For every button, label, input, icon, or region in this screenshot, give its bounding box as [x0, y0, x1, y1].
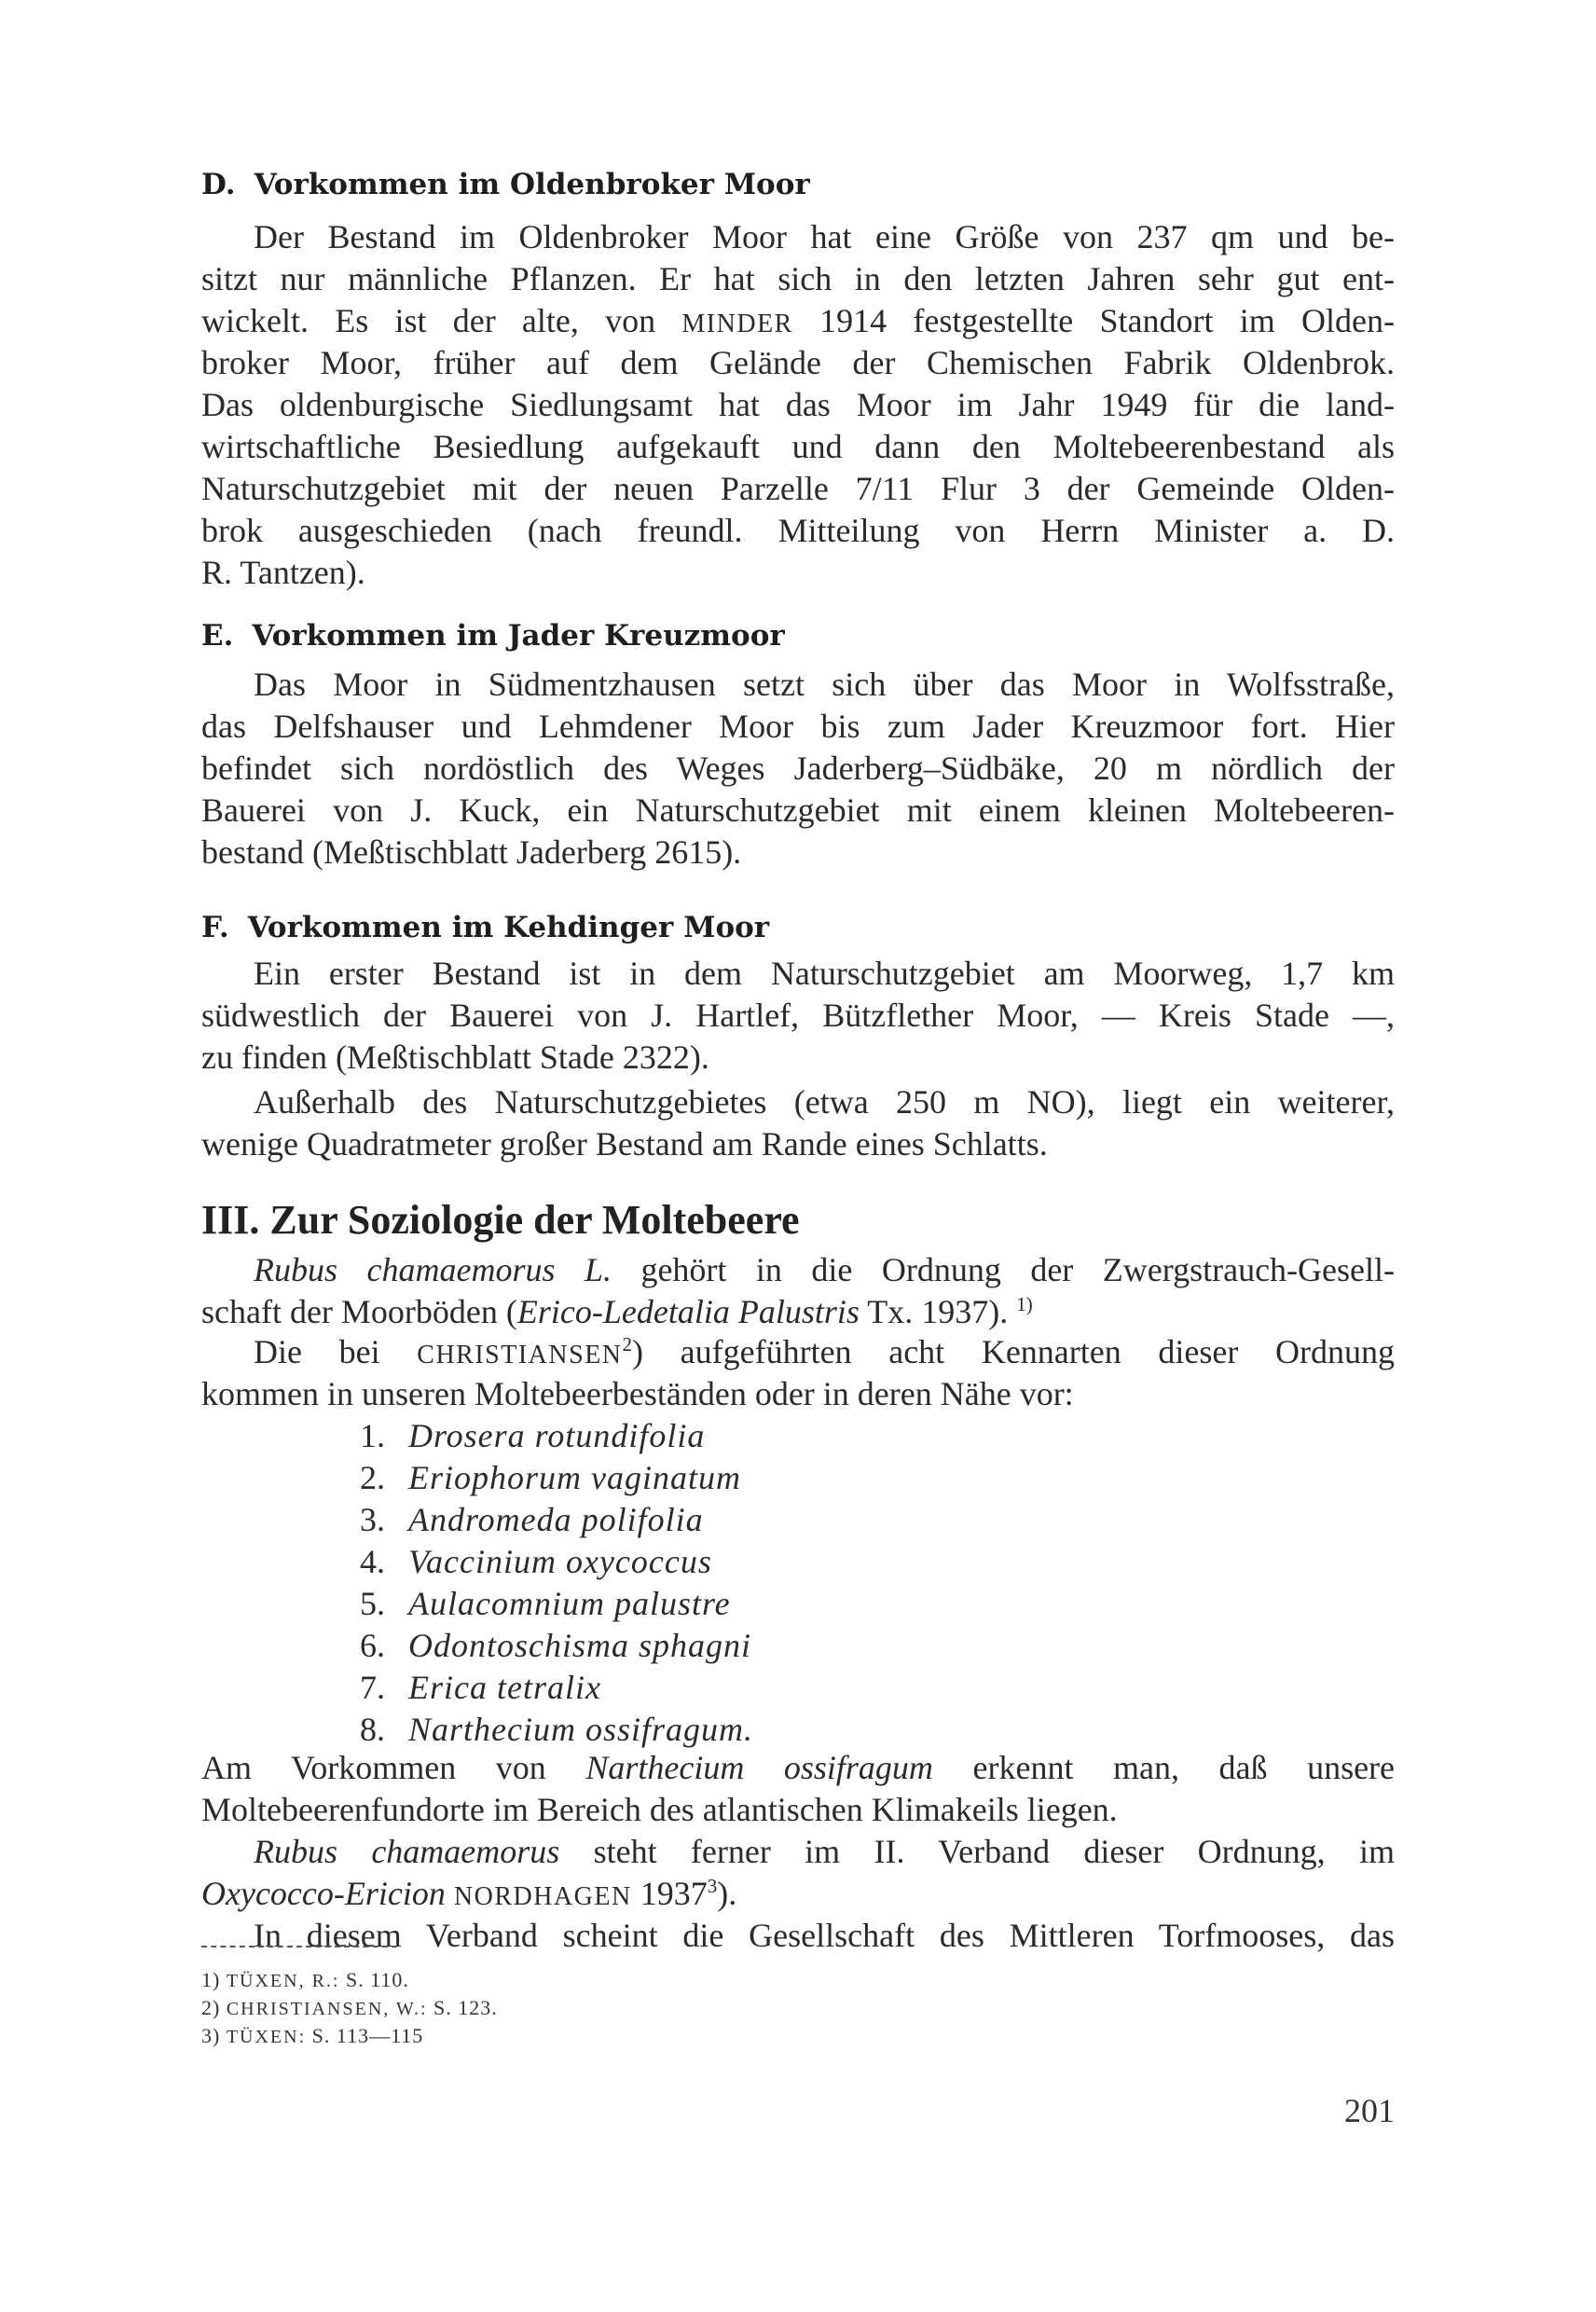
author-minder: MINDER: [681, 310, 793, 338]
section-e-title: Vorkommen im Jader Kreuzmoor: [252, 619, 785, 653]
chapter-line-1: Rubus chamaemorus L. gehört in die Ordnung der Zwergstrauch-Gesell-: [254, 1251, 1395, 1288]
section-f-letter: F.: [201, 911, 229, 944]
section-d-line-3: wickelt. Es ist der alte, von MINDER 1914 festgestellte Standort im Olden-: [201, 302, 1395, 339]
chapter-heading: III. Zur Soziologie der Moltebeere: [201, 1197, 800, 1243]
footnote-ref-3: 3: [707, 1875, 718, 1897]
section-d-line-6: wirtschaftliche Besiedlung aufgekauft und dann den Moltebeerenbestand als: [201, 428, 1395, 465]
chapter-line-3: Die bei CHRISTIANSEN$^2$) aufgeführten acht Kennarten dieser Ordnung: [254, 1333, 1396, 1370]
footnote-ref-2: 2: [622, 1333, 633, 1356]
chapter-line-6: Moltebeerenfundorte im Bereich des atlantischen Klimakeils liegen.: [201, 1791, 1118, 1828]
footnote-separator: [201, 1946, 397, 1947]
footnote-1: 1) TÜXEN, R.: S. 110.: [201, 1968, 409, 1991]
section-d-line-7: Naturschutzgebiet mit der neuen Parzelle 7/11 Flur 3 der Gemeinde Olden-: [201, 470, 1395, 507]
chapter-line-8: Oxycocco-Ericion NORDHAGEN 1937$^3$).: [201, 1875, 737, 1912]
section-f-line-5: wenige Quadratmeter großer Bestand am Rande eines Schlatts.: [201, 1125, 1048, 1163]
species-item: 1. Drosera rotundifolia: [360, 1417, 706, 1454]
page-number: 201: [1344, 2092, 1395, 2129]
footnote-ref-1: 1): [1016, 1293, 1033, 1315]
chapter-line-9: In diesem Verband scheint die Gesellschaft des Mittleren Torfmooses, das: [254, 1917, 1395, 1954]
section-d-line-8: brok ausgeschieden (nach freundl. Mitteilung von Herrn Minister a. D.: [201, 512, 1395, 549]
section-f-line-3: zu finden (Meßtischblatt Stade 2322).: [201, 1039, 709, 1076]
chapter-line-4: kommen in unseren Moltebeerbeständen oder in deren Nähe vor:: [201, 1375, 1074, 1412]
author-christiansen: CHRISTIANSEN: [417, 1341, 623, 1369]
section-e-line-5: bestand (Meßtischblatt Jaderberg 2615).: [201, 833, 742, 871]
section-e-line-1: Das Moor in Südmentzhausen setzt sich über das Moor in Wolfsstraße,: [254, 666, 1395, 703]
footnote-3: 3) TÜXEN: S. 113—115: [201, 2024, 424, 2047]
chapter-line-7: Rubus chamaemorus steht ferner im II. Verband dieser Ordnung, im: [254, 1833, 1395, 1870]
section-d-line-9: R. Tantzen).: [201, 554, 365, 591]
section-e-line-3: befindet sich nordöstlich des Weges Jaderberg–Südbäke, 20 m nördlich der: [201, 750, 1395, 787]
section-e-line-2: das Delfshauser und Lehmdener Moor bis zum Jader Kreuzmoor fort. Hier: [201, 708, 1395, 745]
section-f-line-2: südwestlich der Bauerei von J. Hartlef, Bützflether Moor, — Kreis Stade —,: [201, 997, 1395, 1034]
section-f-line-4: Außerhalb des Naturschutzgebietes (etwa 250 m NO), liegt ein weiterer,: [254, 1083, 1395, 1121]
species-item: 6. Odontoschisma sphagni: [360, 1627, 752, 1664]
chapter-line-2: schaft der Moorböden (Erico-Ledetalia Palustris Tx. 1937). $^{1)}$: [201, 1293, 1033, 1330]
species-item: 5. Aulacomnium palustre: [360, 1585, 731, 1622]
section-f-title: Vorkommen im Kehdinger Moor: [247, 911, 770, 944]
section-d-line-1: Der Bestand im Oldenbroker Moor hat eine Größe von 237 qm und be-: [254, 218, 1395, 255]
author-nordhagen: NORDHAGEN: [453, 1882, 632, 1911]
section-e-heading: [201, 617, 785, 654]
section-f-line-1: Ein erster Bestand ist in dem Naturschutzgebiet am Moorweg, 1,7 km: [254, 955, 1395, 992]
chapter-line-5: Am Vorkommen von Narthecium ossifragum erkennt man, daß unsere: [201, 1749, 1396, 1786]
section-e-letter: E.: [201, 619, 234, 653]
section-d-heading: [201, 166, 810, 203]
section-d-line-5: Das oldenburgische Siedlungsamt hat das Moor im Jahr 1949 für die land-: [201, 386, 1395, 423]
section-d-line-2: sitzt nur männliche Pflanzen. Er hat sich in den letzten Jahren sehr gut ent-: [201, 260, 1395, 297]
section-d-line-4: broker Moor, früher auf dem Gelände der Chemischen Fabrik Oldenbrok.: [201, 344, 1395, 381]
species-list: [360, 1415, 753, 1751]
species-item: 4. Vaccinium oxycoccus: [360, 1543, 712, 1580]
species-item: 2. Eriophorum vaginatum: [360, 1459, 741, 1496]
species-item: 8. Narthecium ossifragum.: [360, 1711, 754, 1748]
section-d-title: Vorkommen im Oldenbroker Moor: [254, 168, 810, 201]
species-item: 3. Andromeda polifolia: [360, 1501, 704, 1538]
section-d-letter: D.: [201, 168, 236, 201]
footnote-2: 2) CHRISTIANSEN, W.: S. 123.: [201, 1996, 498, 2019]
section-f-heading: [201, 909, 769, 946]
section-e-line-4: Bauerei von J. Kuck, ein Naturschutzgebiet mit einem kleinen Moltebeeren-: [201, 791, 1395, 829]
species-item: 7. Erica tetralix: [360, 1669, 601, 1706]
